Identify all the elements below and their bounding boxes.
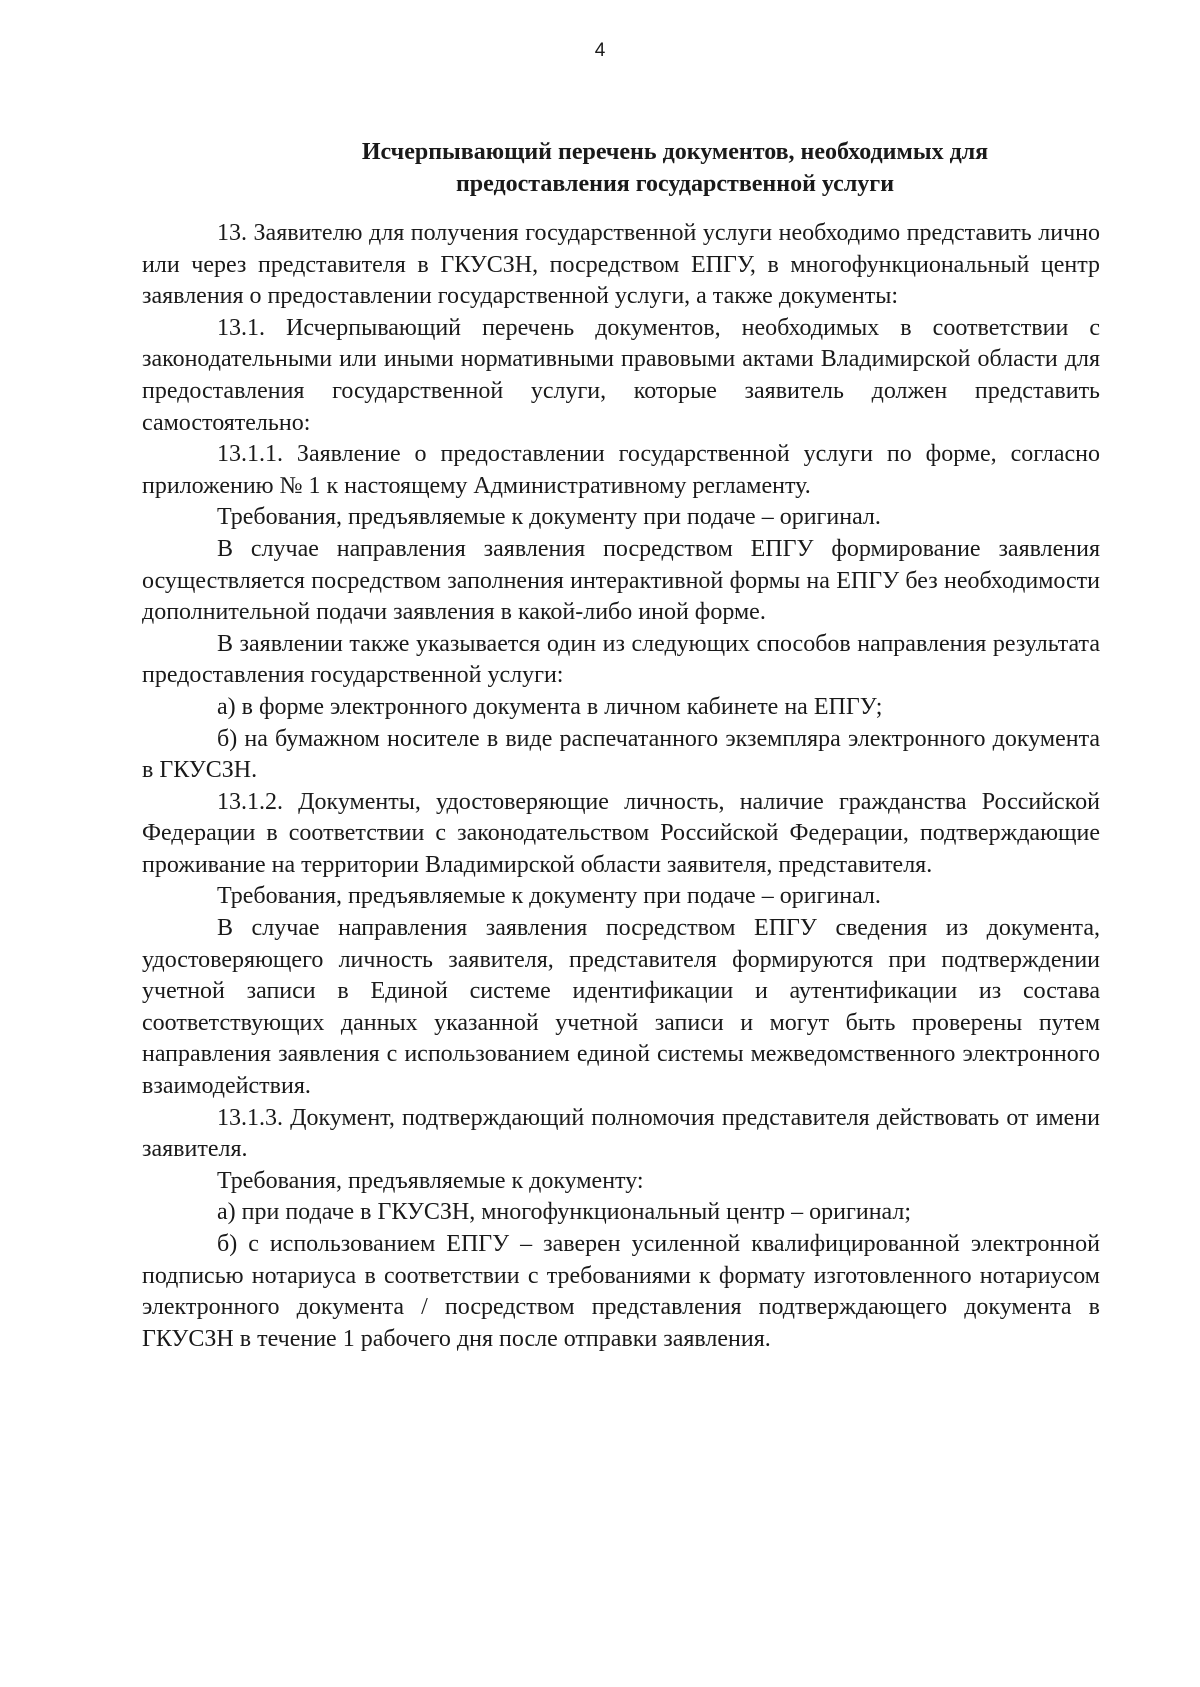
paragraph: а) при подаче в ГКУСЗН, многофункциональный центр – оригинал;: [217, 1199, 912, 1226]
section-heading-line-1: Исчерпывающий перечень документов, необходимых для: [361, 139, 989, 165]
paragraph: В заявлении также указывается один из следующих способов направления результата предоставления государственной услуги:: [142, 630, 1100, 689]
paragraph: Требования, предъявляемые к документу при подаче – оригинал.: [217, 883, 881, 910]
paragraph: 13.1.3. Документ, подтверждающий полномочия представителя действовать от имени заявителя.: [142, 1104, 1100, 1163]
paragraph: 13. Заявителю для получения государственной услуги необходимо представить лично или через представителя в ГКУСЗН, посредством ЕПГУ, в многофункциональный центр заявления о предоставлении государственной услуги, а также документы:: [142, 220, 1100, 310]
paragraph: б) на бумажном носителе в виде распечатанного экземпляра электронного документа в ГКУСЗН.: [142, 725, 1100, 784]
paragraph: а) в форме электронного документа в личном кабинете на ЕПГУ;: [217, 693, 883, 720]
section-heading-line-2: предоставления государственной услуги: [455, 171, 895, 197]
paragraph: 13.1. Исчерпывающий перечень документов, необходимых в соответствии с законодательными или иными нормативными правовыми актами Владимирской области для предоставления государственной услуги, которые заявитель должен представить самостоятельно:: [142, 314, 1100, 436]
paragraph: Требования, предъявляемые к документу:: [217, 1167, 644, 1194]
section-heading: [240, 136, 1110, 200]
paragraph: В случае направления заявления посредством ЕПГУ формирование заявления осуществляется посредством заполнения интерактивной формы на ЕПГУ без необходимости дополнительной подачи заявления в какой-либо иной форме.: [142, 535, 1100, 626]
document-body: [142, 218, 1100, 1355]
paragraph: 13.1.2. Документы, удостоверяющие личность, наличие гражданства Российской Федерации в соответствии с законодательством Российской Федерации, подтверждающие проживание на территории Владимирской области заявителя, представителя.: [142, 788, 1100, 878]
page-number: 4: [594, 40, 606, 61]
paragraph: б) с использованием ЕПГУ – заверен усиленной квалифицированной электронной подписью нотариуса в соответствии с требованиями к формату изготовленного нотариусом электронного документа / посредством представления подтверждающего документа в ГКУСЗН в течение 1 рабочего дня после отправки заявления.: [142, 1231, 1100, 1352]
paragraph: Требования, предъявляемые к документу при подаче – оригинал.: [217, 504, 881, 531]
paragraph: 13.1.1. Заявление о предоставлении государственной услуги по форме, согласно приложению № 1 к настоящему Административному регламенту.: [142, 441, 1100, 499]
paragraph: В случае направления заявления посредством ЕПГУ сведения из документа, удостоверяющего личность заявителя, представителя формируются при подтверждении учетной записи в Единой системе идентификации и аутентификации из состава соответствующих данных указанной учетной записи и могут быть проверены путем направления заявления с использованием единой системы межведомственного электронного взаимодействия.: [142, 915, 1100, 1100]
